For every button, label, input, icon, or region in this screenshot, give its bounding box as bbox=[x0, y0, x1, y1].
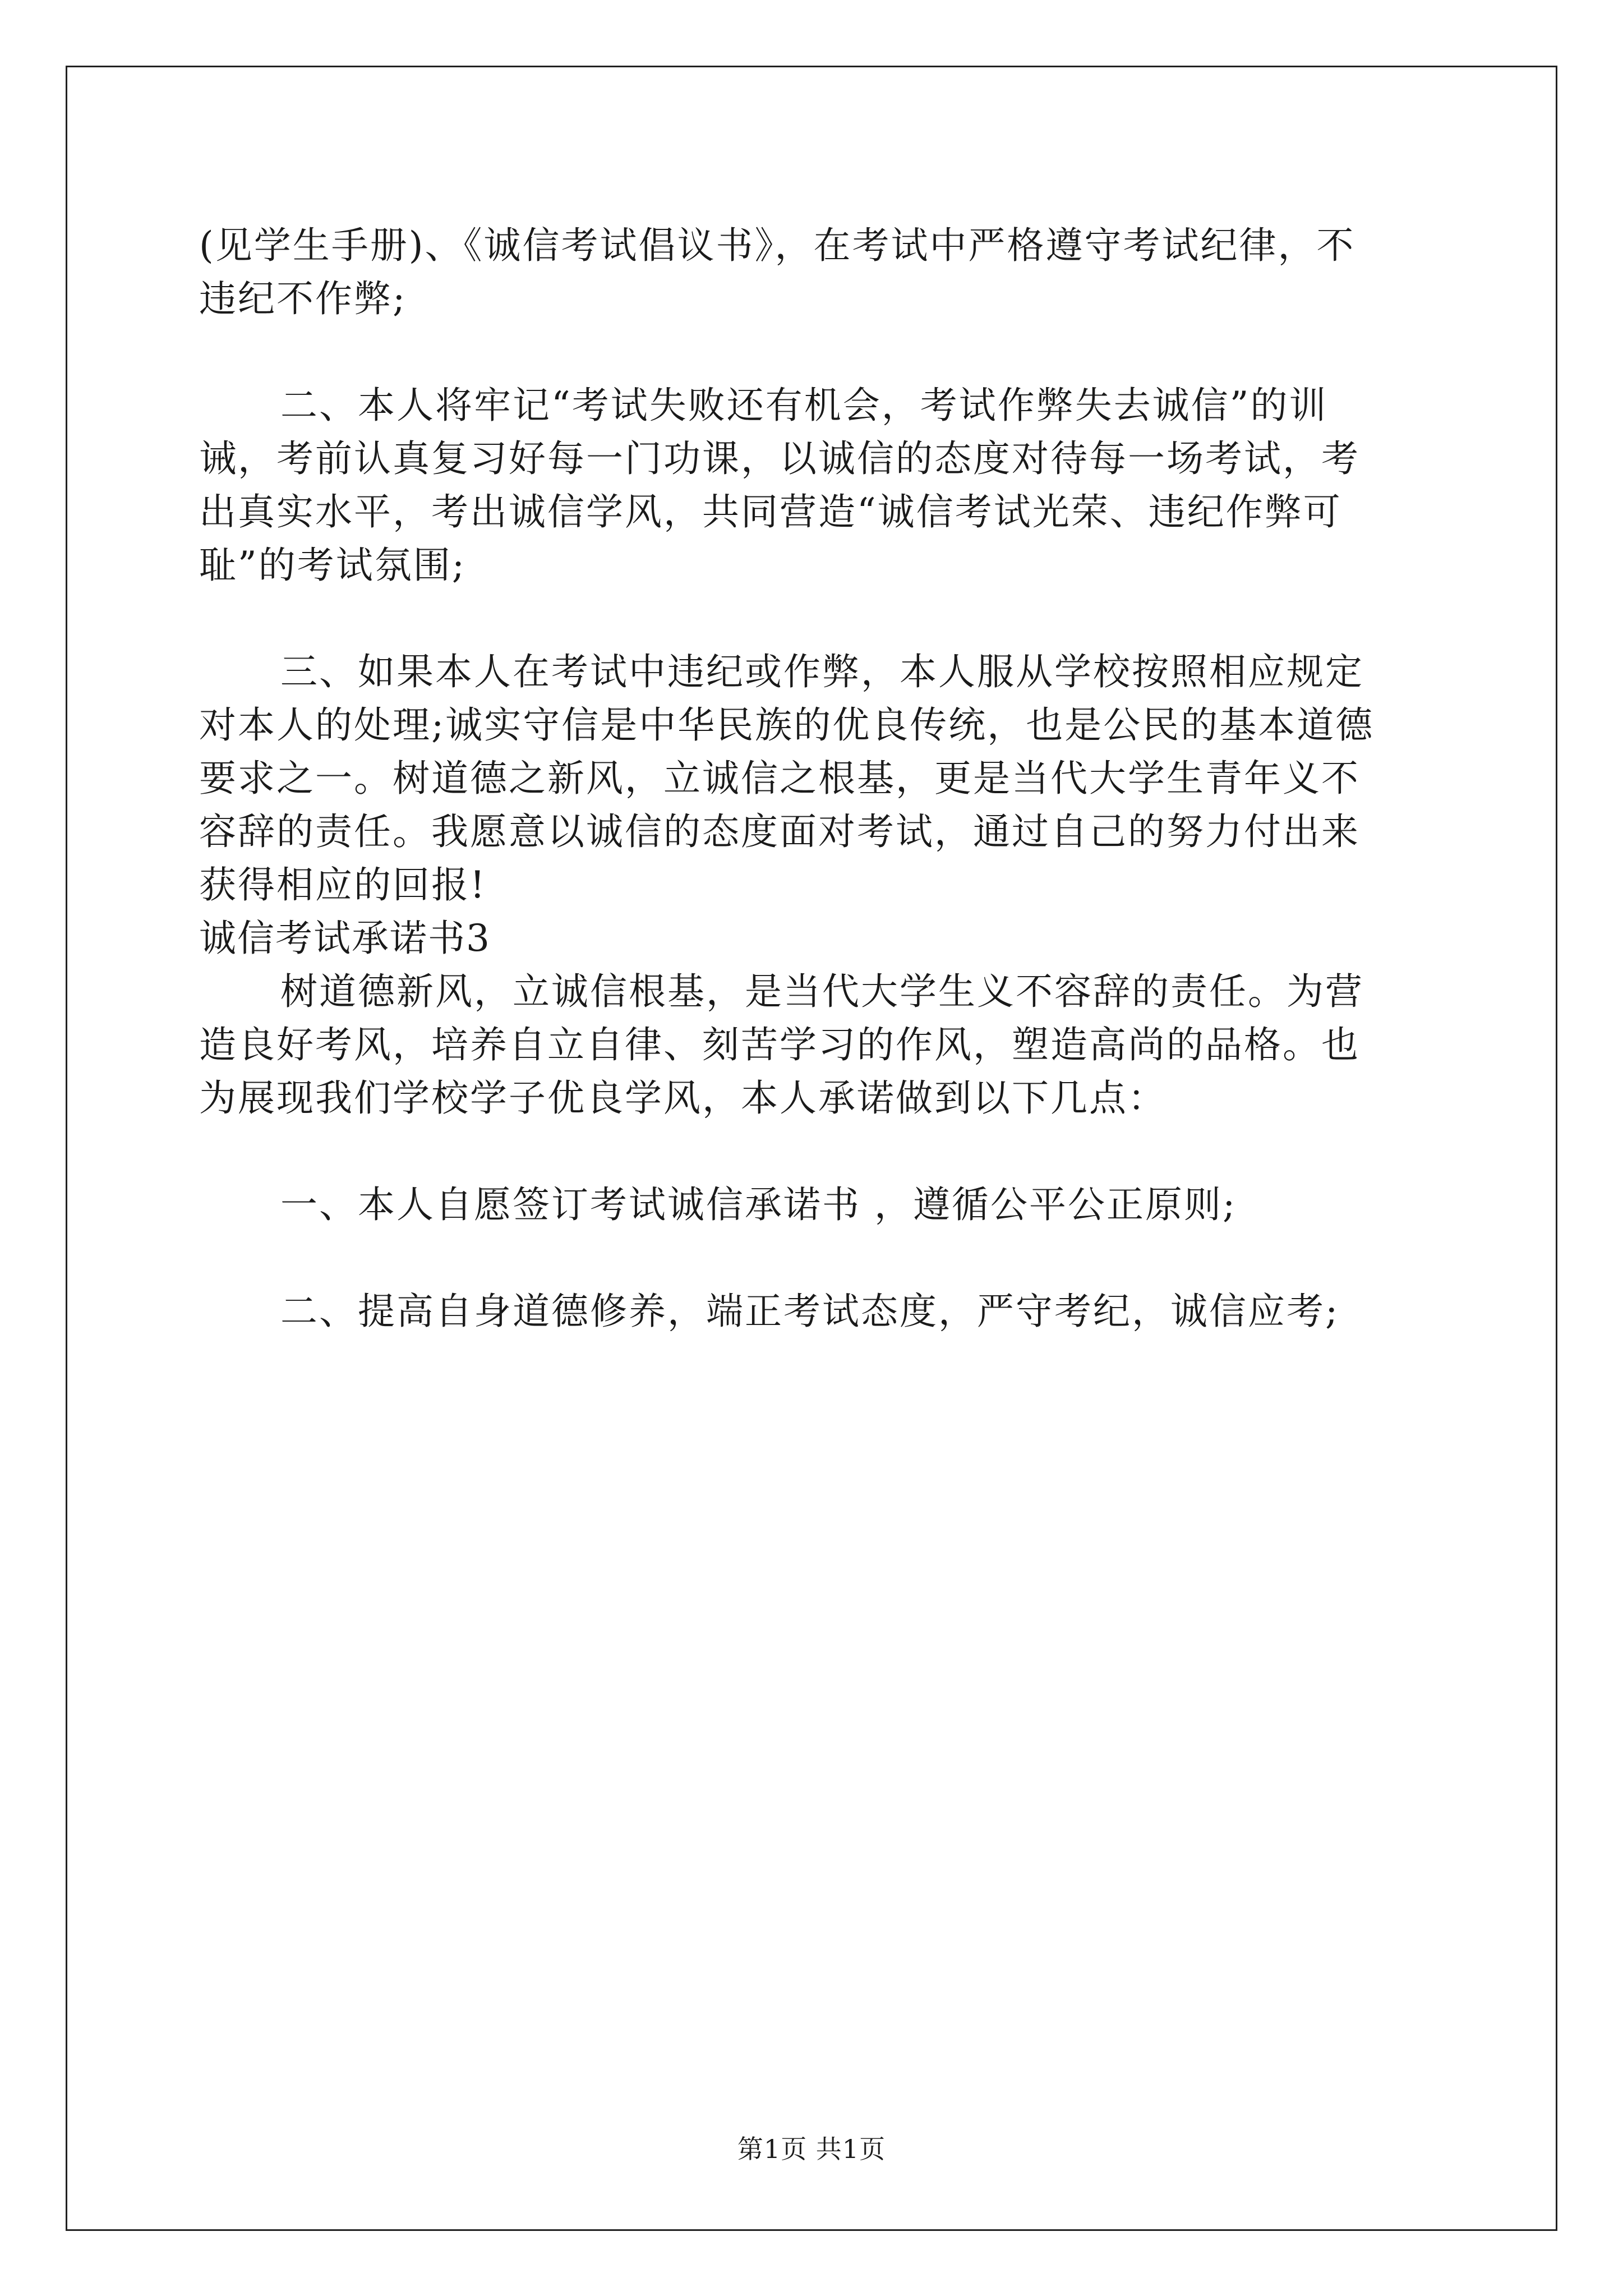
paragraph-line: 树道德新风，立诚信根基，是当代大学生义不容辞的责任。为营 bbox=[280, 970, 1364, 1013]
paragraph-line: 二、本人将牢记“考试失败还有机会，考试作弊失去诚信”的训 bbox=[280, 384, 1328, 427]
paragraph-line: 一、本人自愿签订考试诚信承诺书 ，遵循公平公正原则; bbox=[280, 1183, 1237, 1226]
paragraph-line: 出真实水平，考出诚信学风，共同营造“诚信考试光荣、违纪作弊可 bbox=[199, 490, 1342, 533]
section-heading: 诚信考试承诺书3 bbox=[199, 917, 491, 960]
paragraph-line: (见学生手册)、《诚信考试倡议书》，在考试中严格遵守考试纪律，不 bbox=[199, 224, 1355, 267]
paragraph-line: 对本人的处理;诚实守信是中华民族的优良传统，也是公民的基本道德 bbox=[199, 703, 1375, 747]
paragraph-line: 三、如果本人在考试中违纪或作弊，本人服从学校按照相应规定 bbox=[280, 650, 1364, 693]
paragraph-line: 耻”的考试氛围; bbox=[199, 544, 466, 587]
paragraph-line: 造良好考风，培养自立自律、刻苦学习的作风，塑造高尚的品格。也 bbox=[199, 1023, 1360, 1066]
paragraph-line: 要求之一。树道德之新风，立诚信之根基，更是当代大学生青年义不 bbox=[199, 757, 1360, 800]
paragraph-line: 诫，考前认真复习好每一门功课，以诚信的态度对待每一场考试，考 bbox=[199, 437, 1360, 480]
paragraph-line: 违纪不作弊; bbox=[199, 277, 407, 320]
page-footer: 第1页 共1页 bbox=[737, 2134, 886, 2164]
paragraph-line: 获得相应的回报! bbox=[199, 863, 487, 907]
paragraph-line: 二、提高自身道德修养，端正考试态度，严守考纪，诚信应考; bbox=[280, 1290, 1340, 1333]
document-body bbox=[199, 219, 1427, 1338]
paragraph-line: 为展现我们学校学子优良学风，本人承诺做到以下几点： bbox=[199, 1076, 1166, 1120]
paragraph-line: 容辞的责任。我愿意以诚信的态度面对考试，通过自己的努力付出来 bbox=[199, 810, 1360, 853]
